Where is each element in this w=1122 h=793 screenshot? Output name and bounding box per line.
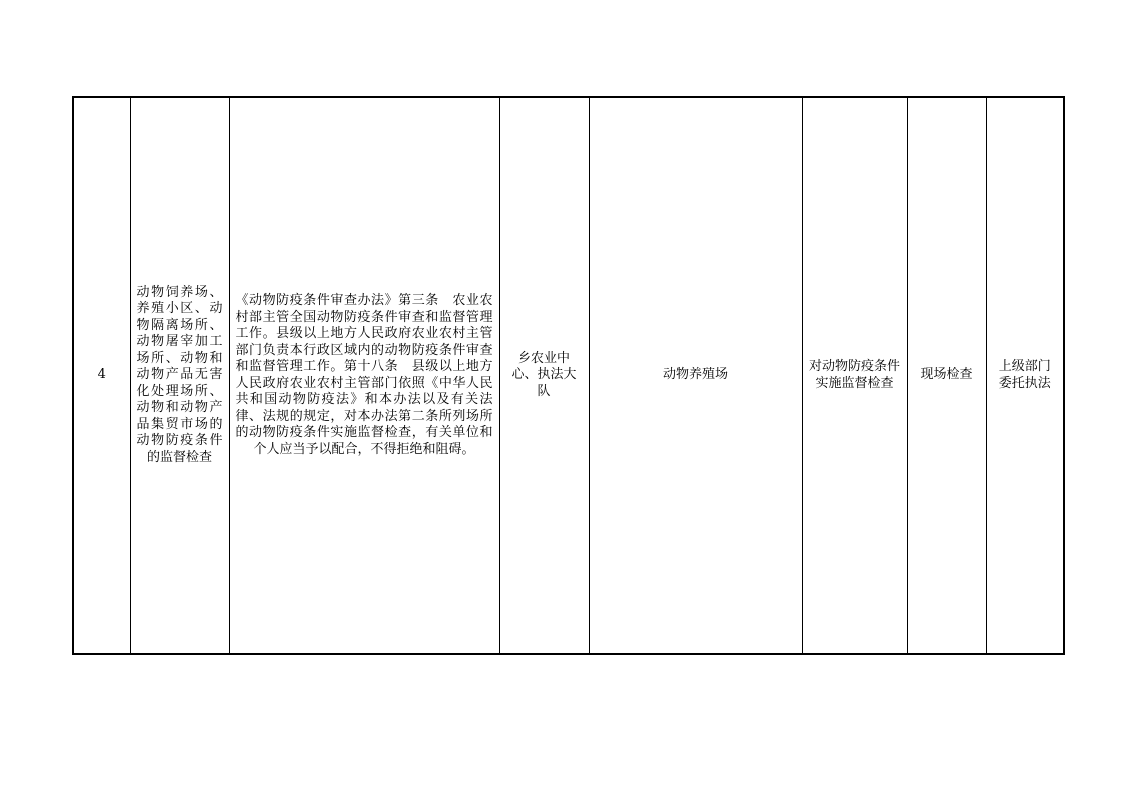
row-index: 4 [97, 367, 106, 383]
cell-legal-basis [229, 97, 499, 654]
cell-target [589, 97, 802, 654]
cell-index [73, 97, 130, 654]
inspection-content: 对动物防疫条件实施监督检查 [808, 359, 900, 391]
enforcement-table [72, 96, 1065, 655]
authority-type: 上级部门委托执法 [998, 359, 1051, 391]
item-name: 动物饲养场、养殖小区、动物隔离场所、动物屠宰加工场所、动物和动物产品无害化处理场所、动物和动物产品集贸市场的动物防疫条件的监督检查 [136, 284, 223, 465]
table-row [73, 97, 1064, 654]
cell-item-name [130, 97, 229, 654]
cell-method [907, 97, 986, 654]
executing-body: 乡农业中心、执法大队 [511, 350, 577, 399]
cell-content [802, 97, 907, 654]
inspection-method: 现场检查 [920, 367, 973, 383]
inspection-target: 动物养殖场 [662, 367, 728, 383]
cell-authority [986, 97, 1064, 654]
legal-basis: 《动物防疫条件审查办法》第三条 农业农村部主管全国动物防疫条件审查和监督管理工作。县级以上地方人民政府农业农村主管部门负责本行政区域内的动物防疫条件审查和监督管理工作。第十八条 县级以上地方人民政府农业农村主管部门依照《中华人民共和国动物防疫法》和本办法以及有关法律、法规的规定，对本办法第二条所列场所的动物防疫条件实施监督检查，有关单位和个人应当予以配合，不得拒绝和阻碍。 [235, 293, 493, 457]
cell-executing-body [499, 97, 589, 654]
